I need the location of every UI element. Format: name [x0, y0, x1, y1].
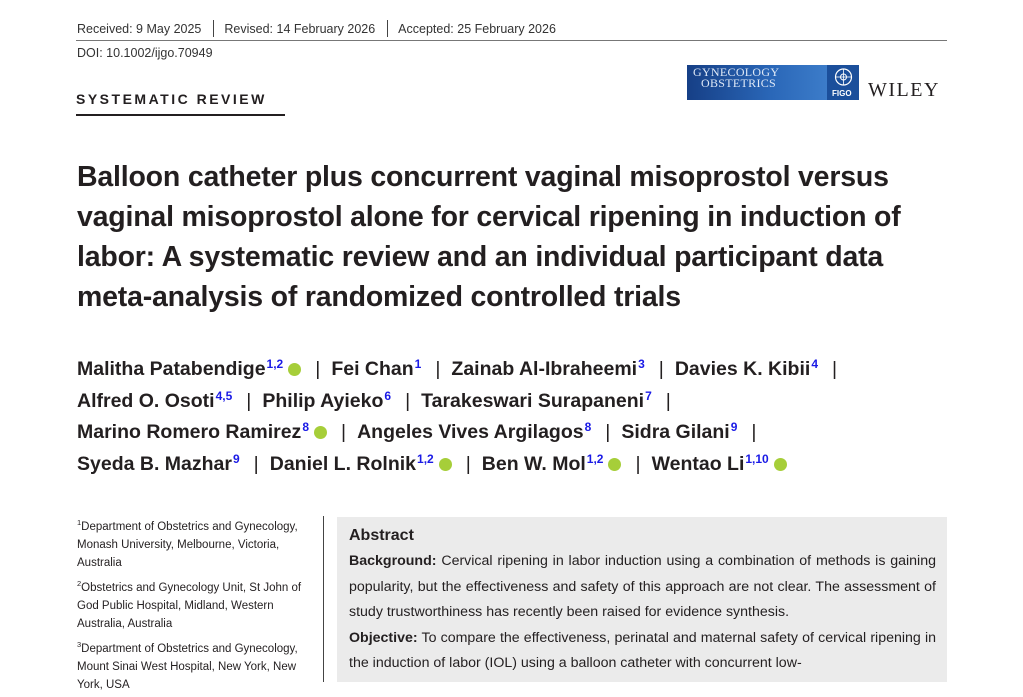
affiliation-item [77, 636, 312, 694]
author-affiliation-marker[interactable]: 1,2 [417, 451, 434, 466]
background-text: Cervical ripening in labor induction using a combination of methods is gaining popularity, but the effectiveness and safety of this approach are not clear. The assessment of study trustworthiness has recently been raised for evidence synthesis. [349, 553, 936, 620]
author-name[interactable]: Marino Romero Ramirez [77, 421, 302, 443]
abstract-box [337, 517, 947, 682]
title-line: vaginal misoprostol alone for cervical ripening in induction of [77, 201, 901, 233]
orcid-icon[interactable] [439, 458, 452, 471]
author-separator: | [751, 421, 757, 443]
affiliation-number: 3 [77, 640, 82, 649]
affiliation-number: 1 [77, 518, 82, 527]
author-separator: | [665, 389, 671, 412]
affiliation-text: Obstetrics and Gynecology Unit, St John of God Public Hospital, Midland, Western Australia, Australia [77, 582, 302, 630]
orcid-icon[interactable] [774, 458, 787, 471]
figo-label: FIGO [832, 89, 852, 98]
author-separator: | [253, 452, 259, 475]
journal-logo[interactable] [687, 65, 859, 100]
author-name[interactable]: Philip Ayieko [262, 389, 384, 412]
publication-dates [77, 20, 556, 37]
divider [387, 20, 388, 37]
author-affiliation-marker[interactable]: 8 [302, 420, 309, 434]
author-name[interactable]: Malitha Patabendige [77, 358, 266, 380]
title-line: Balloon catheter plus concurrent vaginal misoprostol versus [77, 161, 889, 193]
author-affiliation-marker[interactable]: 7 [645, 388, 652, 403]
figo-emblem-icon [828, 65, 859, 100]
section-label: SYSTEMATIC REVIEW [76, 91, 267, 107]
author-name[interactable]: Tarakeswari Surapaneni [421, 389, 645, 412]
author-name[interactable]: Davies K. Kibii [674, 358, 811, 380]
affiliation-number: 2 [77, 579, 82, 588]
author-affiliation-marker[interactable]: 1,2 [586, 451, 604, 466]
author-affiliation-marker[interactable]: 1 [414, 357, 422, 371]
author-affiliation-marker[interactable]: 6 [384, 388, 392, 403]
author-separator: | [658, 358, 664, 380]
author-name[interactable]: Daniel L. Rolnik [269, 452, 417, 475]
section-underline [76, 114, 285, 116]
publisher-logo[interactable]: WILEY [868, 79, 940, 101]
author-name[interactable]: Sidra Gilani [621, 421, 730, 443]
author-separator: | [405, 389, 411, 412]
affiliation-item [77, 514, 312, 572]
author-name[interactable]: Syeda B. Mazhar [77, 452, 232, 475]
author-line [77, 381, 848, 413]
author-separator: | [465, 452, 471, 475]
author-affiliation-marker[interactable]: 1,2 [266, 357, 284, 371]
affiliation-text: Department of Obstetrics and Gynecology, Monash University, Melbourne, Victoria, Australia [77, 521, 298, 569]
header-rule [76, 40, 947, 41]
author-separator: | [435, 358, 441, 380]
author-name[interactable]: Alfred O. Osoti [77, 389, 215, 412]
author-affiliation-marker[interactable]: 9 [232, 451, 240, 466]
author-separator: | [315, 358, 321, 380]
author-separator: | [246, 389, 252, 412]
orcid-icon[interactable] [288, 363, 301, 376]
title-line: meta-analysis of randomized controlled trials [77, 281, 681, 313]
abstract-body [349, 549, 936, 677]
accepted-date: Accepted: 25 February 2026 [398, 22, 556, 36]
orcid-icon[interactable] [608, 458, 621, 471]
article-title [77, 157, 957, 317]
author-line [77, 412, 848, 444]
doi[interactable]: DOI: 10.1002/ijgo.70949 [77, 46, 213, 60]
author-affiliation-marker[interactable]: 3 [638, 357, 645, 371]
author-affiliation-marker[interactable]: 1,10 [745, 451, 769, 466]
objective-text: To compare the effectiveness, perinatal and maternal safety of cervical ripening in the induction of labor (IOL) using a balloon catheter with concurrent low- [349, 629, 936, 671]
divider [213, 20, 214, 37]
affiliations [77, 514, 312, 697]
author-affiliation-marker[interactable]: 4,5 [215, 388, 233, 403]
abstract-heading: Abstract [349, 527, 414, 544]
journal-logo-line1: GYNECOLOGY [693, 65, 780, 79]
orcid-icon[interactable] [314, 426, 327, 439]
author-separator: | [832, 358, 838, 380]
author-separator: | [635, 452, 641, 475]
revised-date: Revised: 14 February 2026 [224, 22, 376, 36]
author-line [77, 349, 848, 381]
author-name[interactable]: Angeles Vives Argilagos [357, 421, 584, 443]
author-name[interactable]: Fei Chan [331, 358, 414, 380]
author-affiliation-marker[interactable]: 9 [730, 420, 738, 434]
author-separator: | [605, 421, 611, 443]
author-affiliation-marker[interactable]: 4 [811, 357, 818, 371]
column-divider [323, 516, 324, 682]
author-line [77, 444, 848, 476]
author-separator: | [341, 421, 347, 443]
author-list [77, 349, 848, 475]
affiliation-item [77, 575, 312, 633]
affiliation-text: Department of Obstetrics and Gynecology, Mount Sinai West Hospital, New York, New York, USA [77, 643, 298, 691]
title-line: labor: A systematic review and an individual participant data [77, 241, 884, 273]
received-date: Received: 9 May 2025 [77, 22, 202, 36]
author-name[interactable]: Wentao Li [651, 452, 745, 475]
author-name[interactable]: Zainab Al-Ibraheemi [451, 358, 638, 380]
author-affiliation-marker[interactable]: 8 [584, 420, 592, 434]
author-name[interactable]: Ben W. Mol [481, 452, 586, 475]
objective-label: Objective: [349, 629, 418, 646]
background-label: Background: [349, 553, 437, 569]
journal-logo-line2: OBSTETRICS [701, 76, 777, 90]
